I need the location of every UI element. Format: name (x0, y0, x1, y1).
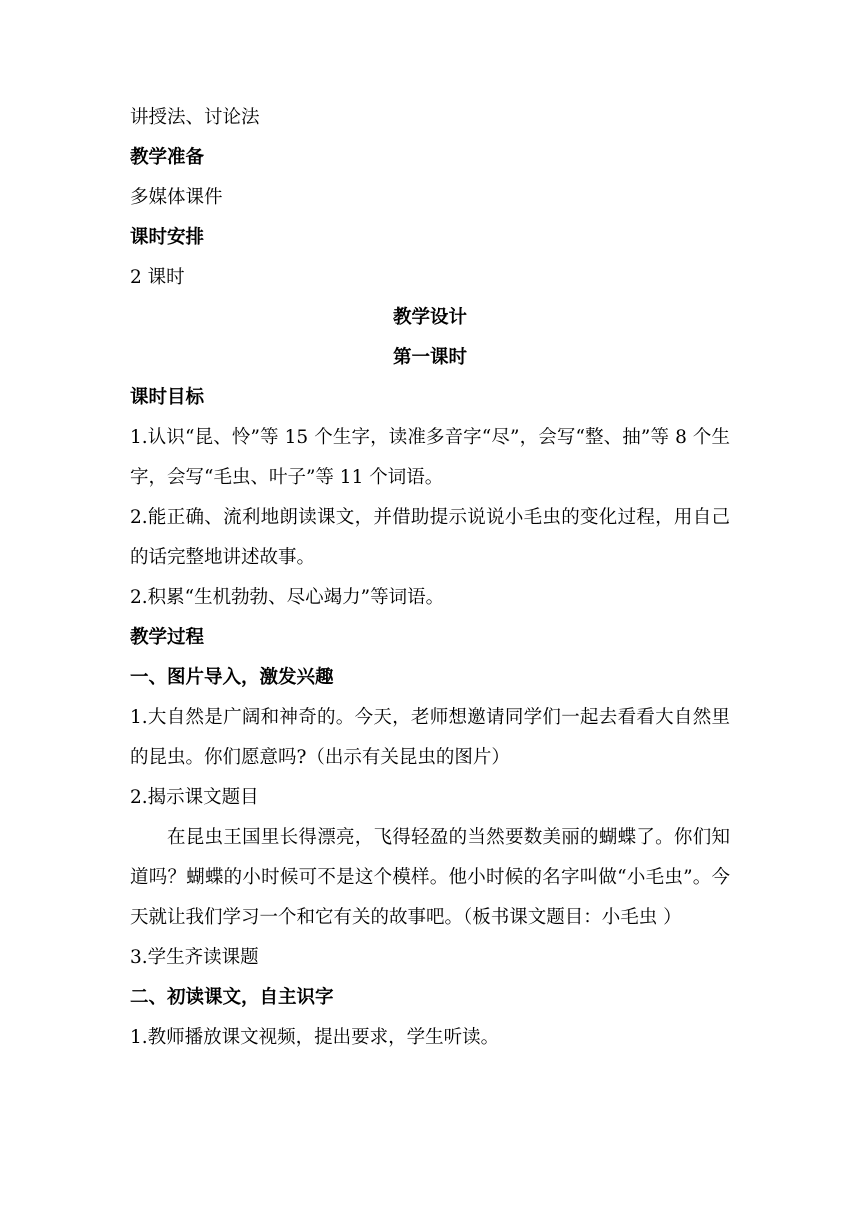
schedule-text: 2 课时 (130, 267, 185, 288)
goal-item-2: 2.能正确、流利地朗读课文，并借助提示说说小毛虫的变化过程，用自己的话完整地讲述故事。 (130, 507, 730, 568)
heading-lesson-goals: 课时目标 (130, 387, 205, 408)
section-title-first-lesson: 第一课时 (392, 347, 467, 368)
part-2-item-1: 1.教师播放课文视频，提出要求，学生听读。 (130, 1027, 500, 1048)
heading-part-2: 二、初读课文，自主识字 (130, 987, 334, 1008)
heading-process: 教学过程 (130, 627, 205, 648)
process-item-3: 3.学生齐读课题 (130, 947, 259, 968)
process-item-1: 1.大自然是广阔和神奇的。今天，老师想邀请同学们一起去看看大自然里的昆虫。你们愿意吗?（出示有关昆虫的图片） (130, 707, 730, 768)
section-title-design: 教学设计 (392, 307, 467, 328)
process-item-2: 2.揭示课文题目 (130, 787, 259, 808)
process-item-2-body: 在昆虫王国里长得漂亮，飞得轻盈的当然要数美丽的蝴蝶了。你们知道吗？蝴蝶的小时候可不是这个模样。他小时候的名字叫做“小毛虫”。今天就让我们学习一个和它有关的故事吧。（板书课文题目：小毛虫 ） (130, 827, 730, 928)
goal-item-3: 2.积累“生机勃勃、尽心竭力”等词语。 (130, 587, 445, 608)
heading-schedule: 课时安排 (130, 227, 205, 248)
goal-item-1: 1.认识“昆、怜”等 15 个生字，读准多音字“尽”，会写“整、抽”等 8 个生字，会写“毛虫、叶子”等 11 个词语。 (130, 427, 730, 488)
heading-part-1: 一、图片导入，激发兴趣 (130, 667, 334, 688)
prep-text: 多媒体课件 (130, 187, 223, 208)
method-text: 讲授法、讨论法 (130, 107, 260, 128)
document-body (130, 98, 730, 1058)
heading-teaching-prep: 教学准备 (130, 147, 205, 168)
